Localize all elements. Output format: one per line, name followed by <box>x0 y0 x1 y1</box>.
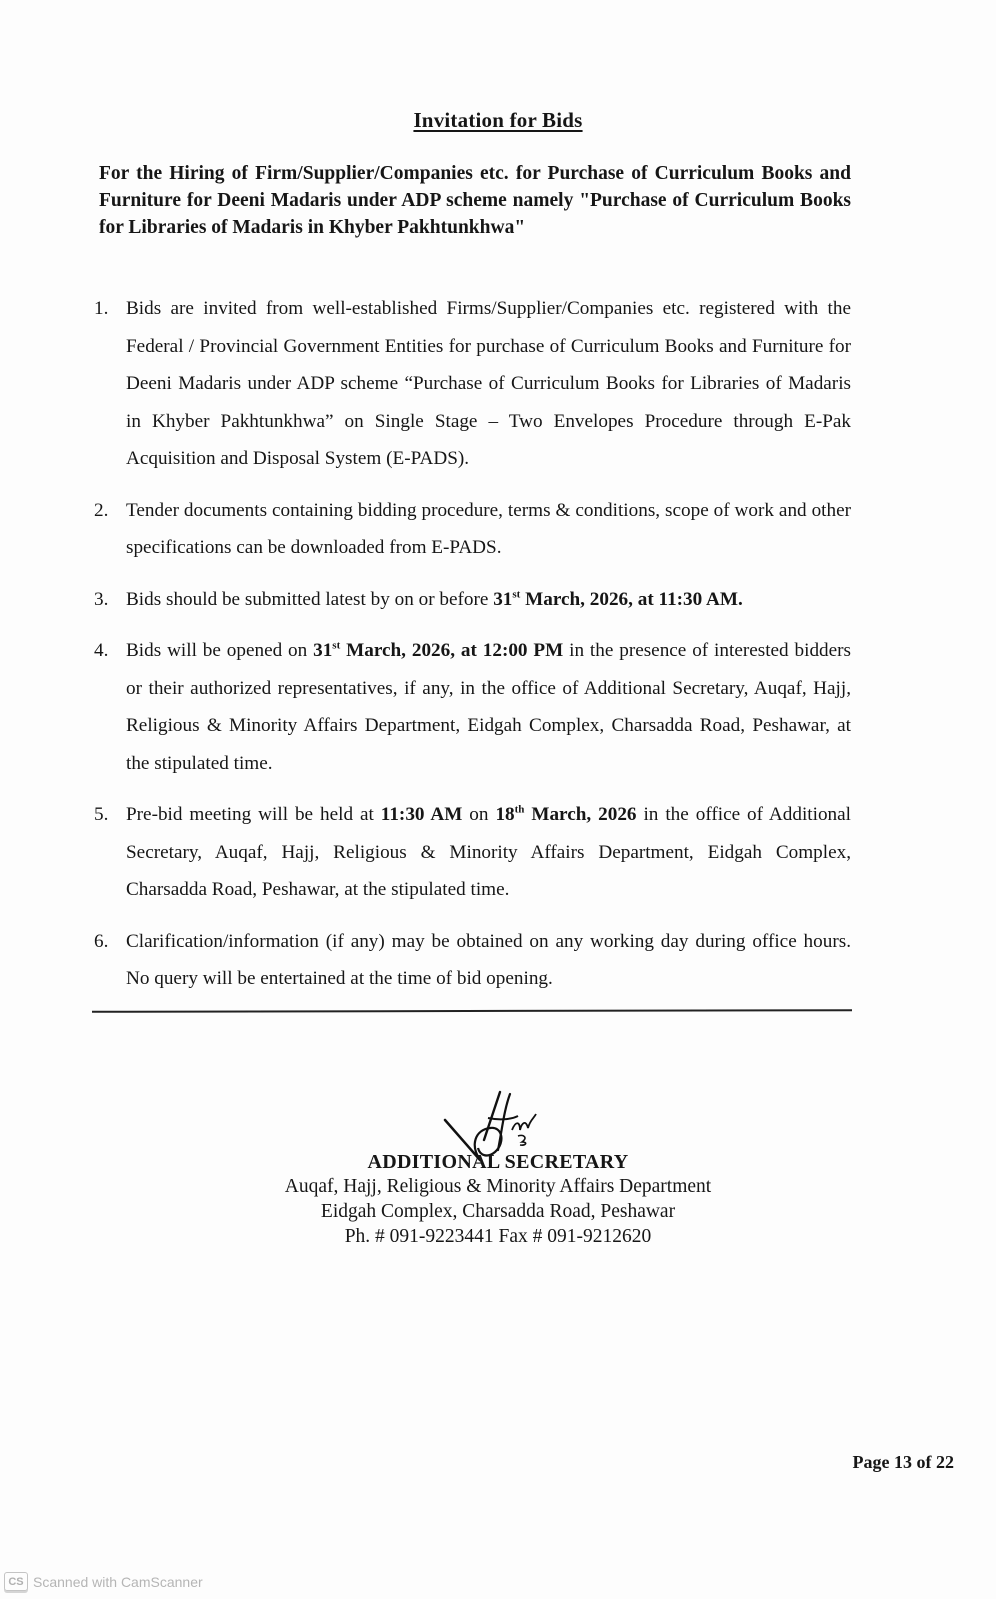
signatory-address: Eidgah Complex, Charsadda Road, Peshawar <box>320 1201 676 1222</box>
item-text: Pre-bid meeting will be held at <box>126 804 381 825</box>
list-item <box>94 581 851 619</box>
page-number: Page 13 of 22 <box>852 1452 954 1472</box>
bid-conditions-list <box>94 290 851 1012</box>
item-number: 6. <box>94 930 109 952</box>
item-number: 1. <box>94 298 109 319</box>
prebid-time: 11:30 AM <box>380 804 463 825</box>
signatory-department: Auqaf, Hajj, Religious & Minority Affairs Department <box>284 1176 712 1197</box>
list-item <box>94 923 851 998</box>
item-text: Bids will be opened on <box>126 640 314 661</box>
item-number: 3. <box>94 588 109 610</box>
item-number: 5. <box>94 804 109 825</box>
item-number: 4. <box>94 640 109 661</box>
document-subject: For the Hiring of Firm/Supplier/Companies etc. for Purchase of Curriculum Books and Furniture for Deeni Madaris under ADP scheme namely "Purchase of Curriculum Books for Libraries of Madaris in Khyber Pakhtunkhwa" <box>99 163 851 238</box>
list-item <box>94 290 851 478</box>
list-item: 5. Pre-bid meeting will be held at 11:30 AM on 18th March, 2026 in the office of Additional Secretary, Auqaf, Hajj, Religious & Minority Affairs Department, Eidgah Complex, Charsadda Road, Peshawar, at the stipulated time. <box>94 796 851 909</box>
horizontal-divider <box>92 1009 852 1013</box>
signatory-contact: Ph. # 091-9223441 Fax # 091-9212620 <box>344 1226 652 1247</box>
item-text: in the presence of interested bidders or their authorized representatives, if any, in the office of Additional Secretary, Auqaf, Hajj, Religious & Minority Affairs Department, Eidgah Complex, Charsadda Road, Peshawar, at the stipulated time. <box>126 640 852 774</box>
camscanner-logo-icon: CS <box>4 1572 28 1591</box>
item-text: Clarification/information (if any) may be obtained on any working day during office hours. No query will be entertained at the time of bid opening. <box>126 930 851 989</box>
scanner-watermark <box>4 1572 203 1591</box>
item-text: Bids are invited from well-established Firms/Supplier/Companies etc. registered with the Federal / Provincial Government Entities for purchase of Curriculum Books and Furniture for Deeni Madaris under ADP scheme “Purchase of Curriculum Books for Libraries of Madaris in Khyber Pakhtunkhwa” on Single Stage – Two Envelopes Procedure through E-Pak Acquisition and Disposal System (E-PADS). <box>126 298 851 469</box>
item-text: Bids should be submitted latest by on or before <box>126 588 494 610</box>
opening-datetime: 31st March, 2026, at 12:00 PM <box>313 639 564 661</box>
submission-deadline: 31st March, 2026, at 11:30 AM. <box>493 588 743 610</box>
list-item <box>94 632 851 782</box>
item-number: 2. <box>94 499 109 521</box>
signatory-title: ADDITIONAL SECRETARY <box>367 1151 629 1173</box>
item-text: in the office of Additional Secretary, Auqaf, Hajj, Religious & Minority Affairs Department, Eidgah Complex, Charsadda Road, Peshawar, at the stipulated time. <box>126 804 851 900</box>
prebid-date: 18th March, 2026 <box>495 803 637 825</box>
list-item <box>94 492 851 567</box>
watermark-text: Scanned with CamScanner <box>33 1573 203 1590</box>
document-title: Invitation for Bids <box>413 108 583 132</box>
item-text: Tender documents containing bidding procedure, terms & conditions, scope of work and other specifications can be downloaded from E-PADS. <box>126 499 851 558</box>
